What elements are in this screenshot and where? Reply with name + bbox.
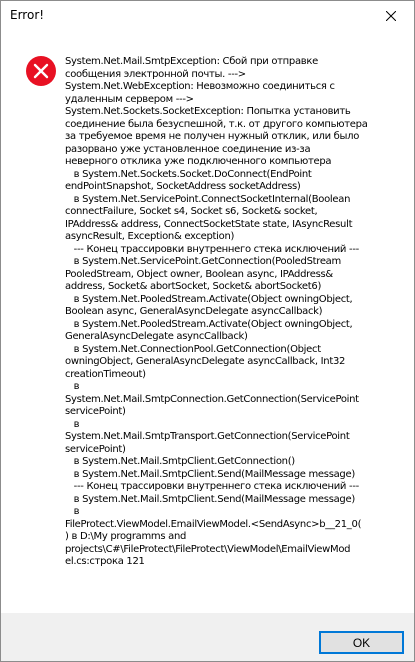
close-button[interactable]: [369, 1, 414, 31]
dialog-content: [1, 31, 414, 613]
ok-button[interactable]: OK: [319, 631, 404, 654]
button-bar: [1, 613, 414, 661]
error-icon: [25, 55, 57, 87]
error-message: System.Net.Mail.SmtpException: Сбой при отправке сообщения электронной почты. ---> System.Net.WebException: Невозможно соединиться с удаленным сервером ---> System.Net.Sockets.SocketException: Попытка установить соединение была безуспешной, т.к. от другого компьютера за требуемое время не получен нужный отклик, или было разорвано уже установленное соединение из-за неверного отклика уже подключенного компьютера в System.Net.Sockets.Socket.DoConnect(EndPoint endPointSnapshot, SocketAddress socketAddress) в System.Net.ServicePoint.ConnectSocketInternal(Boolean connectFailure, Socket s4, Socket s6, Socket& socket, IPAddress& address, ConnectSocketState state, IAsyncResult asyncResult, Exception& exception) --- Конец трассировки внутреннего стека исключений --- в System.Net.ServicePoint.GetConnection(PooledStream PooledStream, Object owner, Boolean async, IPAddress& address, Socket& abortSocket, Socket& abortSocket6) в System.Net.PooledStream.Activate(Object owningObject, Boolean async, GeneralAsyncDelegate asyncCallback) в System.Net.PooledStream.Activate(Object owningObject, GeneralAsyncDelegate asyncCallback) в System.Net.ConnectionPool.GetConnection(Object owningObject, GeneralAsyncDelegate asyncCallback, Int32 creationTimeout) в System.Net.Mail.SmtpConnection.GetConnection(ServicePoint servicePoint) в System.Net.Mail.SmtpTransport.GetConnection(ServicePoint servicePoint) в System.Net.Mail.SmtpClient.GetConnection() в System.Net.Mail.SmtpClient.Send(MailMessage message) --- Конец трассировки внутреннего стека исключений --- в System.Net.Mail.SmtpClient.Send(MailMessage message) в FileProtect.ViewModel.EmailViewModel.<SendAsync>b__21_0( ) в D:\My programms and projects\C#\FileProtect\FileProtect\ViewModel\EmailViewMod el.cs:строка 121: [65, 56, 368, 567]
window-title: Error!: [10, 8, 45, 22]
title-bar[interactable]: [1, 1, 414, 31]
close-icon: [386, 11, 396, 21]
